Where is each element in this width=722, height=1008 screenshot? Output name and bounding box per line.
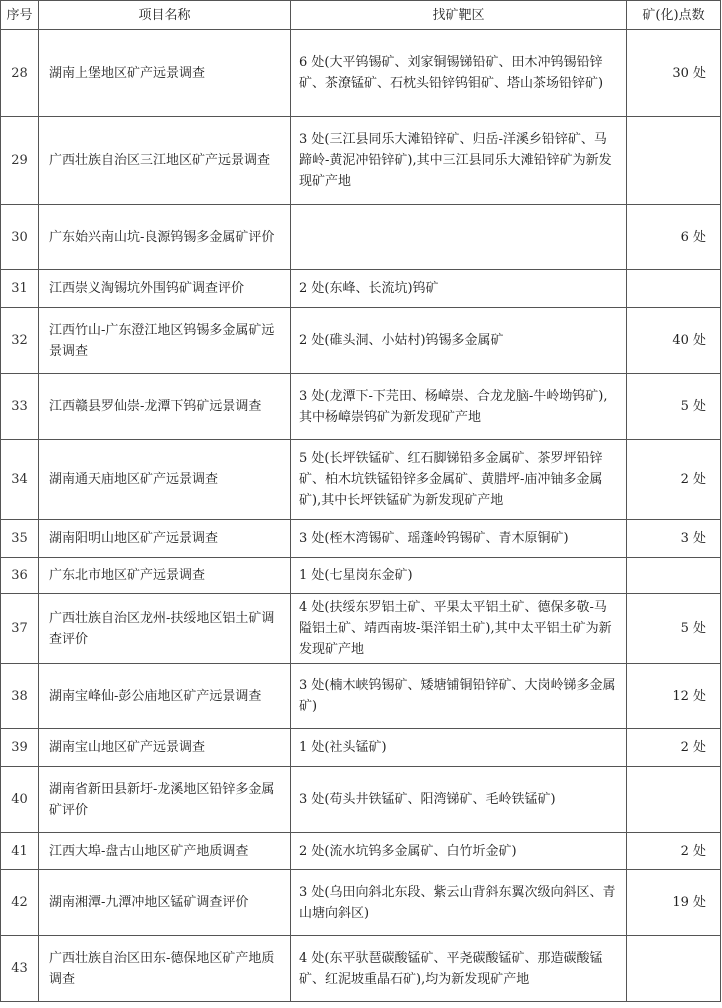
target-area: 5 处(长坪铁锰矿、红石脚锑铅多金属矿、茶罗坪铅锌矿、柏木坑铁锰铅锌多金属矿、黄腊坪-庙冲铀多金属矿),其中长坪铁锰矿为新发现矿产地: [291, 440, 627, 520]
occurrence-count: [627, 558, 721, 594]
table-row: [1, 594, 721, 664]
occurrence-count: [627, 270, 721, 308]
project-name: 湖南通天庙地区矿产远景调查: [39, 440, 291, 520]
target-area: 3 处(三江县同乐大滩铅锌矿、归岳-洋溪乡铅锌矿、马蹄岭-黄泥冲铅锌矿),其中三江县同乐大滩铅锌矿为新发现矿产地: [291, 117, 627, 205]
project-name: 江西赣县罗仙崇-龙潭下钨矿远景调查: [39, 374, 291, 440]
occurrence-count: 19 处: [627, 870, 721, 936]
occurrence-count: 2 处: [627, 440, 721, 520]
target-area: 1 处(七星岗东金矿): [291, 558, 627, 594]
row-index: 39: [1, 729, 39, 767]
project-name: 湖南宝山地区矿产远景调查: [39, 729, 291, 767]
table-row: [1, 870, 721, 936]
occurrence-count: 5 处: [627, 374, 721, 440]
row-index: 34: [1, 440, 39, 520]
row-index: 42: [1, 870, 39, 936]
table-row: [1, 936, 721, 1002]
table-row: [1, 374, 721, 440]
row-index: 28: [1, 30, 39, 117]
table-row: [1, 558, 721, 594]
project-name: 湖南阳明山地区矿产远景调查: [39, 520, 291, 558]
table-row: [1, 440, 721, 520]
project-name: 广西壮族自治区田东-德保地区矿产地质调查: [39, 936, 291, 1002]
table-row: [1, 520, 721, 558]
project-name: 广东北市地区矿产远景调查: [39, 558, 291, 594]
project-name: 湖南宝峰仙-彭公庙地区矿产远景调查: [39, 664, 291, 729]
row-index: 33: [1, 374, 39, 440]
project-name: 广西壮族自治区龙州-扶绥地区铝土矿调查评价: [39, 594, 291, 664]
occurrence-count: 2 处: [627, 833, 721, 870]
table-row: [1, 767, 721, 833]
row-index: 35: [1, 520, 39, 558]
header-project-name: 项目名称: [39, 1, 291, 30]
target-area: 1 处(社头锰矿): [291, 729, 627, 767]
table-row: [1, 729, 721, 767]
row-index: 38: [1, 664, 39, 729]
row-index: 43: [1, 936, 39, 1002]
occurrence-count: 30 处: [627, 30, 721, 117]
header-target-area: 找矿靶区: [291, 1, 627, 30]
row-index: 31: [1, 270, 39, 308]
project-name: 湖南湘潭-九潭冲地区锰矿调查评价: [39, 870, 291, 936]
target-area: 2 处(东峰、长流坑)钨矿: [291, 270, 627, 308]
occurrence-count: [627, 117, 721, 205]
target-area: 2 处(碓头洞、小姑村)钨锡多金属矿: [291, 308, 627, 374]
target-area: 4 处(东平驮琶碳酸锰矿、平尧碳酸锰矿、那造碳酸锰矿、红泥坡重晶石矿),均为新发现矿产地: [291, 936, 627, 1002]
table-row: [1, 270, 721, 308]
table-row: [1, 308, 721, 374]
target-area: 3 处(楠木峡钨锡矿、矮塘铺铜铅锌矿、大岗岭锑多金属矿): [291, 664, 627, 729]
target-area: 3 处(龙潭下-下芫田、杨嶂崇、合龙龙脑-牛岭坳钨矿),其中杨嶂崇钨矿为新发现矿产地: [291, 374, 627, 440]
occurrence-count: [627, 936, 721, 1002]
row-index: 29: [1, 117, 39, 205]
table-row: [1, 30, 721, 117]
target-area: 3 处(苟头井铁锰矿、阳湾锑矿、毛岭铁锰矿): [291, 767, 627, 833]
occurrence-count: 40 处: [627, 308, 721, 374]
table-row: [1, 205, 721, 270]
project-name: 湖南上堡地区矿产远景调查: [39, 30, 291, 117]
project-name: 广东始兴南山坑-良源钨锡多金属矿评价: [39, 205, 291, 270]
header-occurrence-count: 矿(化)点数: [627, 1, 721, 30]
project-name: 广西壮族自治区三江地区矿产远景调查: [39, 117, 291, 205]
occurrence-count: 6 处: [627, 205, 721, 270]
occurrence-count: 12 处: [627, 664, 721, 729]
project-name: 江西竹山-广东澄江地区钨锡多金属矿远景调查: [39, 308, 291, 374]
table-row: [1, 664, 721, 729]
occurrence-count: 3 处: [627, 520, 721, 558]
row-index: 37: [1, 594, 39, 664]
project-name: 江西崇义淘锡坑外围钨矿调查评价: [39, 270, 291, 308]
target-area: 4 处(扶绥东罗铝土矿、平果太平铝土矿、德保多敬-马隘铝土矿、靖西南坡-渠洋铝土矿),其中太平铝土矿为新发现矿产地: [291, 594, 627, 664]
target-area: [291, 205, 627, 270]
target-area: 2 处(流水坑钨多金属矿、白竹圻金矿): [291, 833, 627, 870]
target-area: 3 处(乌田向斜北东段、紫云山背斜东翼次级向斜区、青山塘向斜区): [291, 870, 627, 936]
row-index: 41: [1, 833, 39, 870]
project-name: 湖南省新田县新圩-龙溪地区铅锌多金属矿评价: [39, 767, 291, 833]
row-index: 40: [1, 767, 39, 833]
row-index: 36: [1, 558, 39, 594]
table-row: [1, 833, 721, 870]
table-header-row: [1, 1, 721, 30]
target-area: 6 处(大平钨锡矿、刘家铜锡锑铅矿、田木冲钨锡铅锌矿、茶潦锰矿、石枕头铅锌钨钼矿、塔山茶场铅锌矿): [291, 30, 627, 117]
occurrence-count: [627, 767, 721, 833]
table-row: [1, 117, 721, 205]
occurrence-count: 2 处: [627, 729, 721, 767]
project-name: 江西大埠-盘古山地区矿产地质调查: [39, 833, 291, 870]
header-index: 序号: [1, 1, 39, 30]
target-area: 3 处(桎木湾锡矿、瑶蓬岭钨锡矿、青木原铜矿): [291, 520, 627, 558]
row-index: 30: [1, 205, 39, 270]
row-index: 32: [1, 308, 39, 374]
occurrence-count: 5 处: [627, 594, 721, 664]
